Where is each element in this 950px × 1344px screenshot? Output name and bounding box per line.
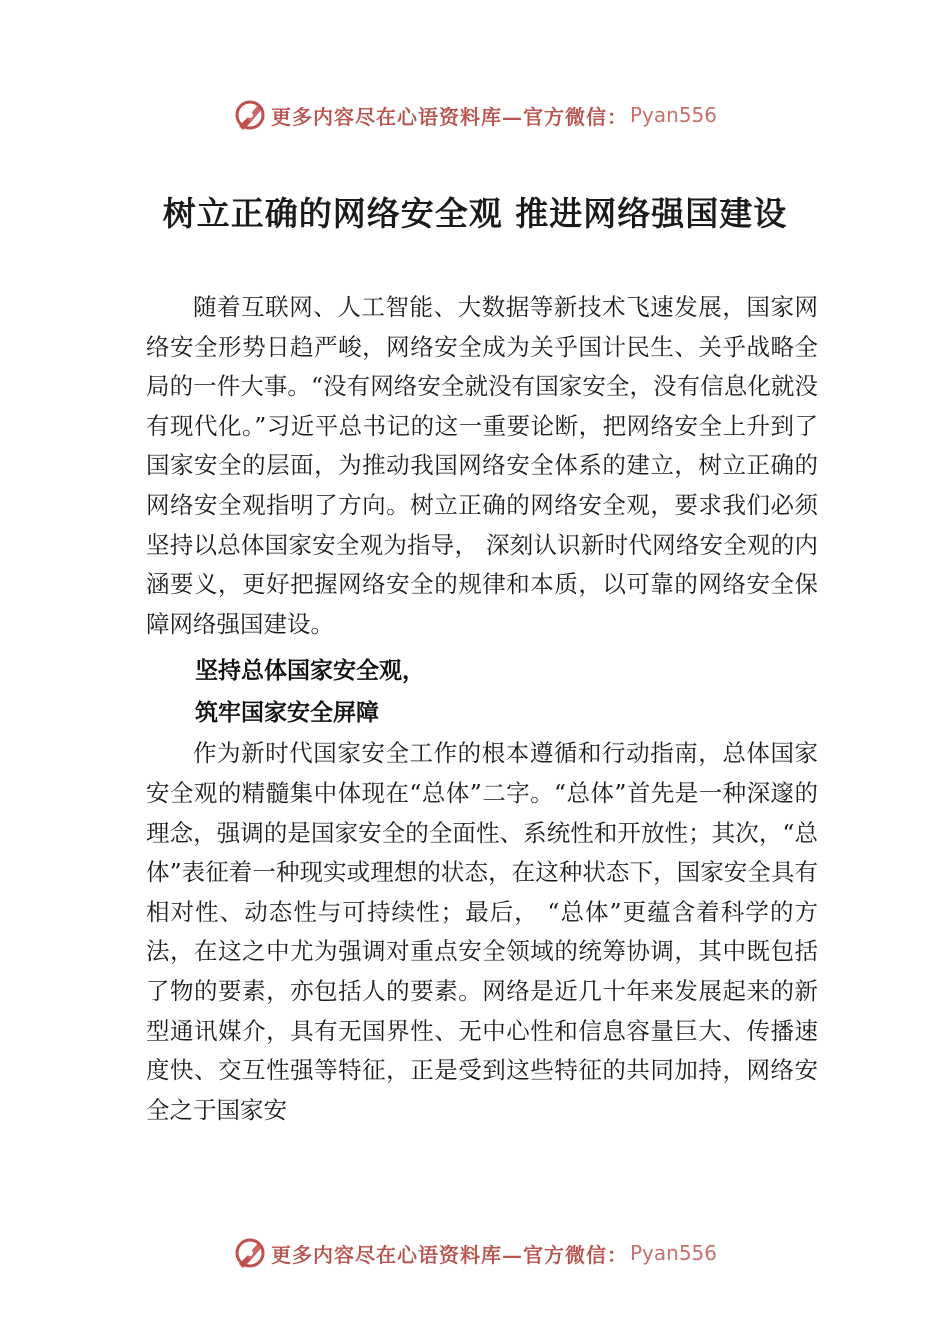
header-banner — [0, 95, 950, 135]
paragraph-intro: 随着互联网、人工智能、大数据等新技术飞速发展，国家网络安全形势日趋严峻，网络安全成为关乎国计民生、关乎战略全局的一件大事。“没有网络安全就没有国家安全，没有信息化就没有现代化。”习近平总书记的这一重要论断，把网络安全上升到了国家安全的层面，为推动我国网络安全体系的建立，树立正确的网络安全观指明了方向。树立正确的网络安全观，要求我们必须坚持以总体国家安全观为指导， 深刻认识新时代网络安全观的内涵要义，更好把握网络安全的规律和本质，以可靠的网络安全保障网络强国建设。 — [146, 293, 818, 638]
section-heading-line-2: 筑牢国家安全屏障 — [195, 700, 379, 727]
banner-text: 更多内容尽在心语资料库—官方微信： — [270, 104, 628, 129]
document-title: 树立正确的网络安全观 推进网络强国建设 — [162, 194, 788, 233]
footer-banner-wechat-id: Pyan556 — [629, 1241, 717, 1265]
footer-banner-text: 更多内容尽在心语资料库—官方微信： — [270, 1242, 628, 1267]
paragraph-section-1: 作为新时代国家安全工作的根本遵循和行动指南，总体国家安全观的精髓集中体现在“总体”二字。“总体”首先是一种深邃的理念，强调的是国家安全的全面性、系统性和开放性；其次，“总体”表征着一种现实或理想的状态，在这种状态下，国家安全具有相对性、动态性与可持续性；最后， “总体”更蕴含着科学的方法，在这之中尤为强调对重点安全领域的统筹协调，其中既包括了物的要素，亦包括人的要素。网络是近几十年来发展起来的新型通讯媒介，具有无国界性、无中心性和信息容量巨大、传播速度快、交互性强等特征，正是受到这些特征的共同加持，网络安全之于国家安 — [146, 739, 818, 1124]
pen-logo-icon — [233, 98, 267, 132]
document-body — [146, 288, 818, 1130]
footer-banner — [0, 1233, 950, 1273]
section-heading-line-1: 坚持总体国家安全观， — [195, 658, 425, 685]
banner-wechat-id: Pyan556 — [629, 103, 717, 127]
pen-logo-icon — [233, 1236, 267, 1270]
